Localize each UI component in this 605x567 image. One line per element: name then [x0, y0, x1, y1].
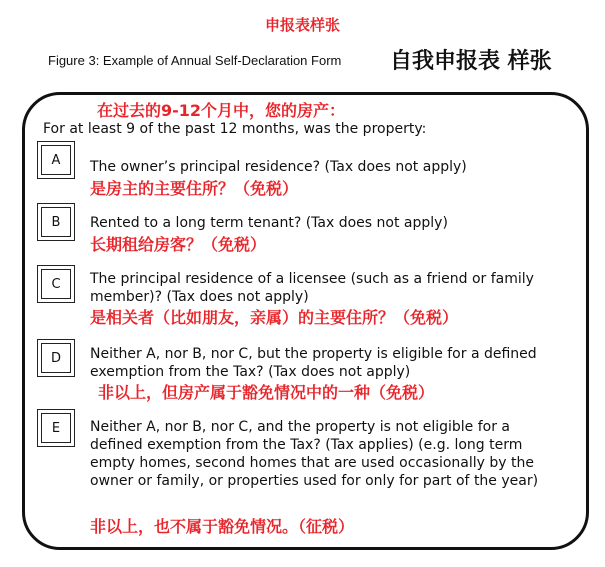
question-cn: 在过去的9-12个月中，您的房产： — [97, 101, 346, 120]
option-b-checkbox[interactable] — [37, 203, 75, 241]
option-c-text: The principal residence of a licensee (such as a friend or family member)? (Tax does not apply) — [90, 271, 534, 305]
option-b-text-cn: 长期租给房客？（免税） — [90, 235, 267, 254]
option-e-checkbox[interactable] — [37, 409, 75, 447]
option-d-text-cn: 非以上，但房产属于豁免情况中的一种（免税） — [98, 383, 435, 402]
figure-caption: Figure 3: Example of Annual Self-Declaration Form — [48, 53, 342, 68]
option-d-letter: D — [41, 343, 71, 373]
option-b-text: Rented to a long term tenant? (Tax does not apply) — [90, 215, 448, 231]
option-d-text: Neither A, nor B, nor C, but the property is eligible for a defined exemption from the Tax? (Tax does not apply) — [90, 346, 537, 380]
question-en: For at least 9 of the past 12 months, was the property: — [43, 121, 427, 137]
top-title: 申报表样张 — [264, 16, 340, 34]
option-e-letter: E — [41, 413, 71, 443]
option-c-letter: C — [41, 269, 71, 299]
option-a-text-cn: 是房主的主要住所？（免税） — [90, 179, 299, 198]
option-b-letter: B — [41, 207, 71, 237]
option-c-text-cn: 是相关者（比如朋友，亲属）的主要住所？（免税） — [90, 308, 459, 327]
form-title-cn: 自我申报表 样张 — [390, 49, 552, 74]
option-a-checkbox[interactable] — [37, 141, 75, 179]
option-d-checkbox[interactable] — [37, 339, 75, 377]
option-e-text-cn: 非以上，也不属于豁免情况。（征税） — [90, 517, 355, 536]
option-e-text: Neither A, nor B, nor C, and the property is not eligible for a defined exemption from the Tax? (Tax applies) (e.g. long term empty homes, second homes that are used occasionally by the owner or family, or properties used for only for part of the year) — [90, 419, 539, 489]
option-c-checkbox[interactable] — [37, 265, 75, 303]
option-a-letter: A — [41, 145, 71, 175]
option-a-text: The owner’s principal residence? (Tax does not apply) — [90, 159, 467, 175]
